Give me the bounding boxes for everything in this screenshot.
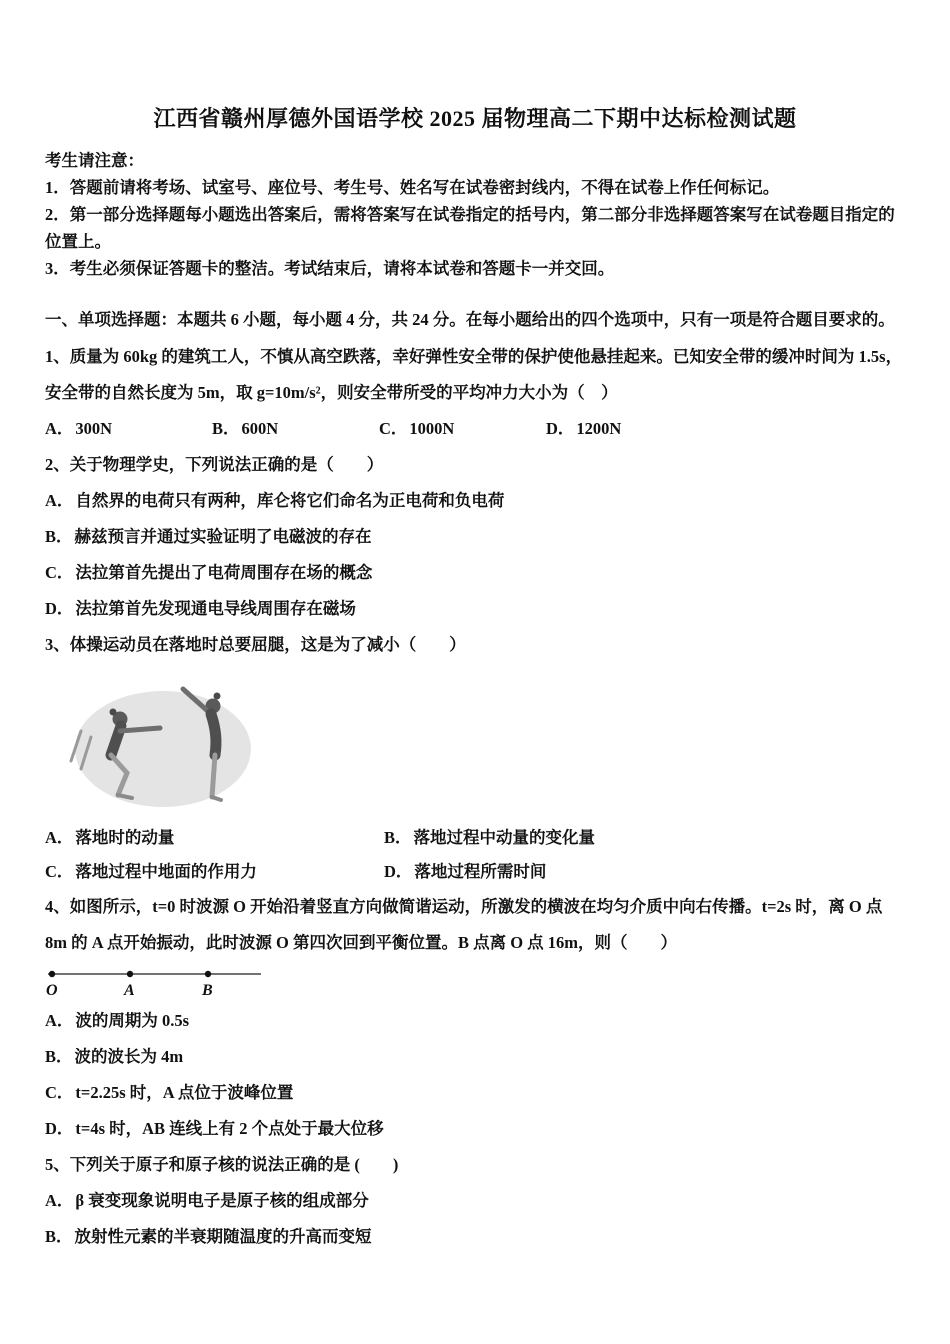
option-4C: C． t=2.25s 时，A 点位于波峰位置	[45, 1083, 294, 1102]
option-3B: B． 落地过程中动量的变化量	[384, 828, 596, 847]
question-2	[45, 447, 905, 627]
point-A-dot	[127, 971, 133, 977]
option-1C: C． 1000N	[379, 419, 455, 438]
option-5A: A． β 衰变现象说明电子是原子核的组成部分	[45, 1191, 369, 1210]
point-O-label: O	[46, 982, 58, 999]
notice-item-2: 2．第一部分选择题每小题选出答案后，需将答案写在试卷指定的括号内，第二部分非选择题答案写在试卷题目指定的位置上。	[45, 205, 895, 251]
option-5B: B． 放射性元素的半衰期随温度的升高而变短	[45, 1227, 372, 1246]
option-3C: C． 落地过程中地面的作用力	[45, 862, 257, 881]
point-B-dot	[205, 971, 211, 977]
question-4	[45, 889, 905, 1147]
notice-section	[45, 147, 905, 282]
notice-heading: 考生请注意：	[45, 151, 144, 170]
question-3-stem: 3、体操运动员在落地时总要屈腿，这是为了减小（ ）	[45, 635, 466, 654]
option-1A: A． 300N	[45, 419, 113, 438]
question-5	[45, 1147, 905, 1255]
option-2B: B． 赫兹预言并通过实验证明了电磁波的存在	[45, 527, 372, 546]
option-4A: A． 波的周期为 0.5s	[45, 1011, 190, 1030]
option-1B: B． 600N	[212, 419, 279, 438]
point-A-label: A	[124, 982, 135, 999]
option-2C: C． 法拉第首先提出了电荷周围存在场的概念	[45, 563, 373, 582]
gymnasts-illustration	[63, 669, 253, 811]
notice-item-1: 1．答题前请将考场、试室号、座位号、考生号、姓名写在试卷密封线内，不得在试卷上作任何标记。	[45, 178, 780, 197]
question-4-stem: 4、如图所示，t=0 时波源 O 开始沿着竖直方向做简谐运动，所激发的横波在均匀介质中向右传播。t=2s 时，离 O 点 8m 的 A 点开始振动，此时波源 O 第四次回到平衡位置。B 点离 O 点 16m，则（ ）	[45, 897, 883, 952]
wave-diagram-svg	[45, 965, 275, 1001]
question-2-stem: 2、关于物理学史，下列说法正确的是（ ）	[45, 455, 384, 474]
question-5-options	[45, 1183, 905, 1255]
option-3D: D． 落地过程所需时间	[384, 862, 547, 881]
question-1-stem: 1、质量为 60kg 的建筑工人，不慎从高空跌落，幸好弹性安全带的保护使他悬挂起来。已知安全带的缓冲时间为 1.5s，安全带的自然长度为 5m，取 g=10m/s²，则安全带所受的平均冲力大小为（ ）	[45, 347, 903, 402]
question-1-options	[45, 411, 905, 447]
question-3	[45, 627, 905, 889]
question-5-stem: 5、下列关于原子和原子核的说法正确的是 ( )	[45, 1155, 399, 1174]
section-heading: 一、单项选择题：本题共 6 小题，每小题 4 分，共 24 分。在每小题给出的四个选项中，只有一项是符合题目要求的。	[45, 310, 895, 329]
option-4B: B． 波的波长为 4m	[45, 1047, 184, 1066]
option-2D: D． 法拉第首先发现通电导线周围存在磁场	[45, 599, 356, 618]
question-4-options	[45, 1003, 905, 1147]
option-4D: D． t=4s 时，AB 连线上有 2 个点处于最大位移	[45, 1119, 384, 1138]
page-title: 江西省赣州厚德外国语学校 2025 届物理高二下期中达标检测试题	[153, 106, 797, 131]
notice-item-3: 3．考生必须保证答题卡的整洁。考试结束后，请将本试卷和答题卡一并交回。	[45, 259, 615, 278]
wave-diagram	[45, 965, 275, 1001]
option-2A: A． 自然界的电荷只有两种，库仑将它们命名为正电荷和负电荷	[45, 491, 505, 510]
gymnasts-illustration-svg	[63, 669, 253, 811]
point-B-label: B	[202, 982, 213, 999]
option-1D: D． 1200N	[546, 419, 622, 438]
question-1	[45, 339, 905, 447]
option-3A: A． 落地时的动量	[45, 828, 175, 847]
question-3-options	[45, 821, 905, 889]
question-2-options	[45, 483, 905, 627]
point-O-dot	[49, 971, 55, 977]
illustration-background	[75, 691, 251, 807]
